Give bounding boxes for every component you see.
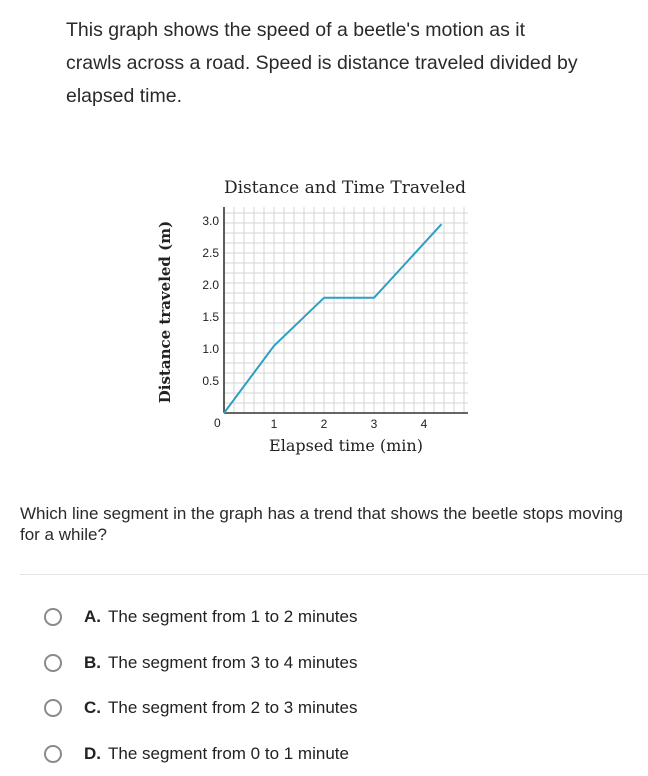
option-label: The segment from 2 to 3 minutes [108,698,358,717]
y-tick-label: 1.5 [202,310,219,324]
x-tick-labels [271,417,428,431]
radio-icon[interactable] [44,654,62,672]
y-tick-label: 2.0 [202,278,219,292]
intro-line-3: elapsed time. [66,85,182,107]
option-c[interactable] [44,693,357,723]
y-tick-label: 1.0 [202,342,219,356]
radio-icon[interactable] [44,699,62,717]
intro-line-1: This graph shows the speed of a beetle's motion as it [66,19,525,41]
x-tick-label: 4 [420,417,428,431]
intro-line-2: crawls across a road. Speed is distance traveled divided by [66,52,578,74]
option-letter: C. [84,698,101,717]
radio-icon[interactable] [44,745,62,763]
question-text: Which line segment in the graph has a trend that shows the beetle stops moving for a while? [20,504,623,544]
option-letter: B. [84,653,101,672]
chart-grid [224,207,468,413]
option-label: The segment from 3 to 4 minutes [108,653,358,672]
option-letter: D. [84,744,101,763]
origin-label: 0 [214,416,221,430]
option-a[interactable] [44,602,357,632]
y-axis-label: Distance traveled (m) [156,220,174,404]
x-axis-label: Elapsed time (min) [269,436,423,455]
option-b[interactable] [44,648,357,678]
option-label: The segment from 0 to 1 minute [108,744,349,763]
x-tick-label: 1 [270,417,278,431]
chart-title: Distance and Time Traveled [223,178,467,198]
y-tick-label: 0.5 [202,374,219,388]
option-label: The segment from 1 to 2 minutes [108,607,358,626]
y-tick-label: 3.0 [202,214,219,228]
x-tick-label: 2 [320,417,328,431]
option-letter: A. [84,607,101,626]
radio-icon[interactable] [44,608,62,626]
chart-axes [224,207,468,413]
y-tick-labels [202,214,219,388]
divider [20,574,648,575]
option-d[interactable] [44,739,349,769]
x-tick-label: 3 [370,417,378,431]
y-tick-label: 2.5 [202,246,219,260]
